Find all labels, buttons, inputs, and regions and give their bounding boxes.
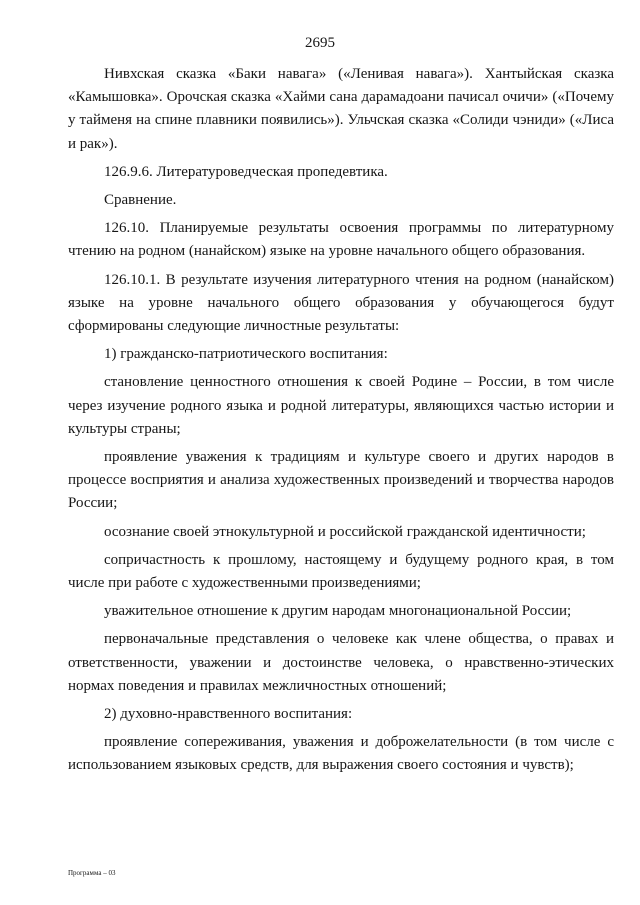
paragraph-civic-4: сопричастность к прошлому, настоящему и будущему родного края, в том числе при работе с художественными произведениями; — [68, 551, 614, 592]
paragraph-section-126-10-1: 126.10.1. В результате изучения литературного чтения на родном (нанайском) языке на уровне начального общего образования у обучающегося будут сформированы следующие личностные результаты: — [68, 271, 614, 335]
paragraph-civic-2: проявление уважения к традициям и культуре своего и других народов в процессе восприятия и анализа художественных произведений и творчества народов России; — [68, 449, 614, 512]
paragraph-section-126-9-6: 126.9.6. Литературоведческая пропедевтика. — [104, 163, 388, 180]
paragraph-civic-heading: 1) гражданско-патриотического воспитания: — [104, 346, 388, 363]
footer-label: Программа – 03 — [68, 869, 116, 877]
paragraph-comparison: Сравнение. — [104, 192, 177, 209]
paragraph-moral-1: проявление сопереживания, уважения и доброжелательности (в том числе с использованием языковых средств, для выражения своего состояния и чувств); — [68, 734, 614, 774]
paragraph-civic-5: уважительное отношение к другим народам многонациональной России; — [104, 603, 572, 620]
paragraph-civic-6: первоначальные представления о человеке как члене общества, о правах и ответственности, уважении и достоинстве человека, о нравственно-этических нормах поведения и правилах межличностных отношений; — [68, 631, 614, 694]
paragraph-civic-3: осознание своей этнокультурной и российской гражданской идентичности; — [104, 523, 586, 540]
paragraph-fairy-tales: Нивхская сказка «Баки навага» («Ленивая навага»). Хантыйская сказка «Камышовка». Орочская сказка «Хайми сана дарамадоани пачисал очичи» («Почему у тайменя на спине плавники появились»). Ульчская сказка «Солиди чэниди» («Лиса и рак»). — [68, 66, 614, 152]
body-text — [68, 63, 614, 783]
paragraph-moral-heading: 2) духовно-нравственного воспитания: — [104, 706, 353, 723]
page-number: 2695 — [305, 35, 335, 51]
paragraph-section-126-10: 126.10. Планируемые результаты освоения программы по литературному чтению на родном (нанайском) языке на уровне начального общего образования. — [68, 220, 614, 260]
paragraph-civic-1: становление ценностного отношения к своей Родине – России, в том числе через изучение родного языка и родной литературы, являющихся частью истории и культуры страны; — [68, 374, 614, 437]
